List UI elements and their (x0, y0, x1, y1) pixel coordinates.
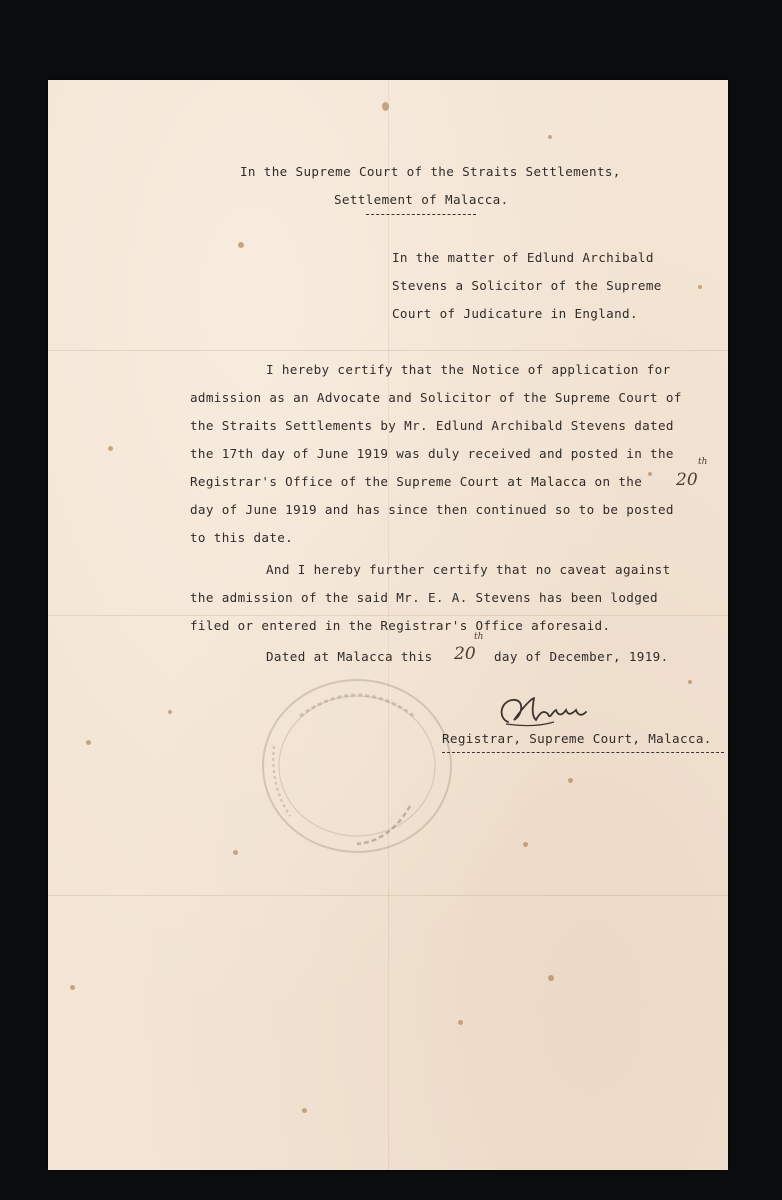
body-line: admission as an Advocate and Solicitor of the Supreme Court of (190, 390, 682, 405)
dated-line: day of December, 1919. (494, 649, 669, 664)
body-line: the admission of the said Mr. E. A. Stevens has been lodged (190, 590, 658, 605)
foxing-spot (108, 446, 113, 451)
foxing-spot (458, 1020, 463, 1025)
body-line: filed or entered in the Registrar's Office aforesaid. (190, 618, 611, 633)
foxing-spot (382, 102, 389, 111)
handwritten-ordinal: th (698, 457, 708, 467)
body-line: And I hereby further certify that no caveat against (266, 562, 671, 577)
handwritten-day: 20 (454, 644, 476, 664)
foxing-spot (70, 985, 75, 990)
settlement-heading: Settlement of Malacca. (334, 192, 509, 207)
court-heading: In the Supreme Court of the Straits Settlements, (240, 164, 621, 179)
body-line: to this date. (190, 530, 294, 545)
foxing-spot (233, 850, 238, 855)
foxing-spot (302, 1108, 307, 1113)
handwritten-date: 20 (676, 470, 698, 490)
foxing-spot (168, 710, 172, 714)
foxing-spot (523, 842, 528, 847)
court-seal-stamp (260, 676, 454, 856)
registrar-signature (494, 692, 624, 732)
foxing-spot (548, 135, 552, 139)
body-line: the Straits Settlements by Mr. Edlund Archibald Stevens dated (190, 418, 674, 433)
signature-underline (442, 752, 724, 753)
body-line: day of June 1919 and has since then continued so to be posted (190, 502, 674, 517)
body-line: Registrar's Office of the Supreme Court at Malacca on the (190, 474, 643, 489)
foxing-spot (548, 975, 554, 981)
handwritten-ordinal: th (474, 632, 484, 642)
signature-title: Registrar, Supreme Court, Malacca. (442, 731, 712, 746)
matter-line: In the matter of Edlund Archibald (392, 250, 654, 265)
foxing-spot (648, 472, 652, 476)
body-line: the 17th day of June 1919 was duly received and posted in the (190, 446, 674, 461)
foxing-spot (698, 285, 702, 289)
dated-line: Dated at Malacca this (266, 649, 433, 664)
document-page (48, 80, 728, 1170)
matter-line: Stevens a Solicitor of the Supreme (392, 278, 662, 293)
foxing-spot (238, 242, 244, 248)
foxing-spot (688, 680, 692, 684)
heading-underline (366, 214, 476, 215)
body-line: I hereby certify that the Notice of application for (266, 362, 671, 377)
foxing-spot (568, 778, 573, 783)
foxing-spot (86, 740, 91, 745)
matter-line: Court of Judicature in England. (392, 306, 638, 321)
